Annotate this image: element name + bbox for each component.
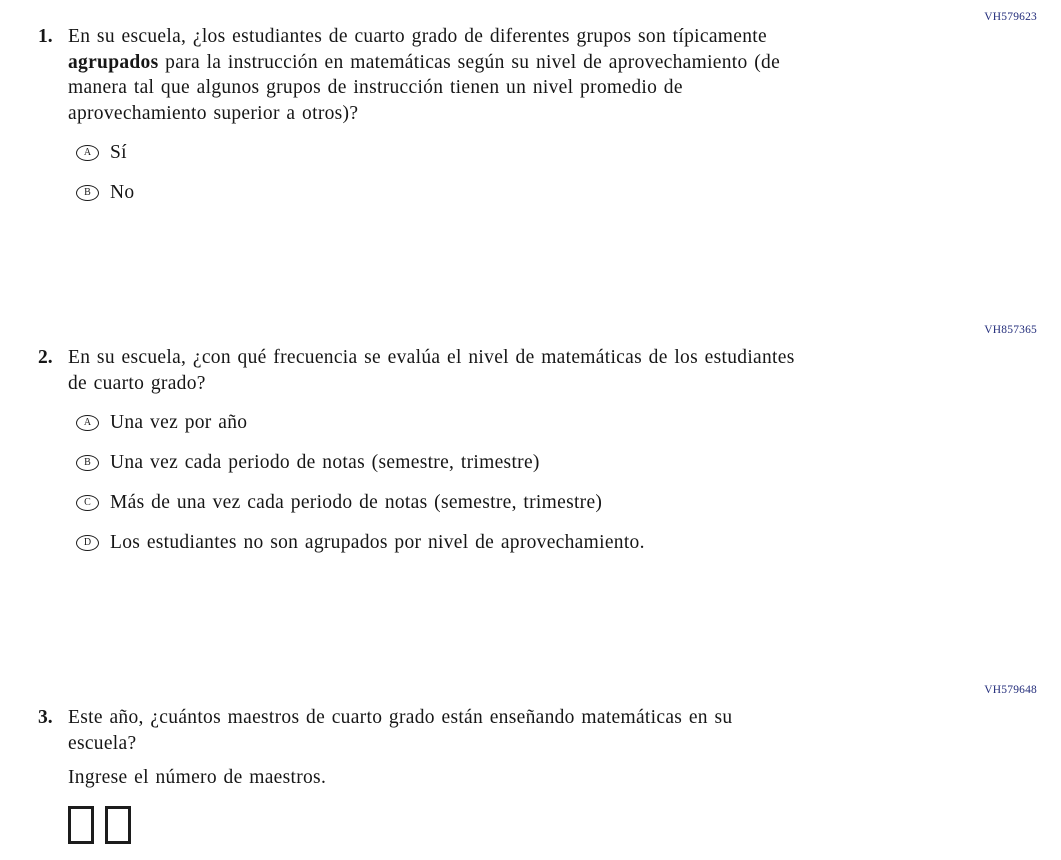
option-b-letter: B [84, 187, 91, 198]
question-3-line-2: escuela? [68, 732, 137, 754]
option-b-bubble-icon[interactable] [76, 185, 99, 201]
question-1-block [38, 10, 1037, 206]
question-1-bold-word: agrupados [68, 51, 159, 73]
option-d-letter: D [83, 537, 92, 548]
question-2-text [68, 345, 1037, 396]
q2-option-b[interactable] [76, 450, 1037, 476]
option-b-letter: B [84, 457, 91, 468]
option-c-letter: C [84, 497, 91, 508]
question-1-text [68, 24, 1037, 126]
option-a-bubble-icon[interactable] [76, 415, 99, 431]
q2-option-a-label: Una vez por año [110, 412, 248, 433]
question-2-number: 2. [38, 347, 53, 368]
q1-option-b[interactable] [76, 180, 1037, 206]
option-a-letter: A [83, 417, 92, 428]
option-a-bubble-icon[interactable] [76, 145, 99, 161]
q2-option-d-label: Los estudiantes no son agrupados por nivel de aprovechamiento. [110, 532, 645, 553]
option-c-bubble-icon[interactable] [76, 495, 99, 511]
question-1-line-2 [68, 50, 1037, 76]
question-3-entry-prompt: Ingrese el número de maestros. [68, 767, 327, 788]
digit-box-1[interactable] [68, 806, 94, 844]
question-2-options [76, 410, 1037, 556]
question-3-block [38, 683, 1037, 844]
item-code-1: VH579623 [984, 11, 1037, 23]
q2-option-b-label: Una vez cada periodo de notas (semestre, trimestre) [110, 452, 540, 473]
question-1-line-3: manera tal que algunos grupos de instrucción tienen un nivel promedio de [68, 77, 683, 98]
question-2-line-2: de cuarto grado? [68, 372, 206, 394]
question-2-line-1: En su escuela, ¿con qué frecuencia se evalúa el nivel de matemáticas de los estudiantes [68, 347, 795, 368]
item-code-2: VH857365 [984, 324, 1037, 336]
question-2-block [38, 323, 1037, 556]
q1-option-b-label: No [110, 182, 135, 203]
question-3-line-1: Este año, ¿cuántos maestros de cuarto grado están enseñando matemáticas en su [68, 707, 733, 728]
option-b-bubble-icon[interactable] [76, 455, 99, 471]
question-3-text [68, 705, 1037, 844]
q1-option-a[interactable] [76, 140, 1037, 166]
item-code-3: VH579648 [984, 684, 1037, 696]
q2-option-c-label: Más de una vez cada periodo de notas (semestre, trimestre) [110, 492, 603, 513]
teacher-count-entry [68, 806, 1037, 844]
question-3-number: 3. [38, 707, 53, 728]
question-1-number: 1. [38, 26, 53, 47]
question-1-line-2-rest: para la instrucción en matemáticas según su nivel de aprovechamiento (de [158, 51, 781, 73]
option-d-bubble-icon[interactable] [76, 535, 99, 551]
question-1-line-1: En su escuela, ¿los estudiantes de cuarto grado de diferentes grupos son típicamente [68, 26, 767, 47]
question-1-line-4: aprovechamiento superior a otros)? [68, 102, 359, 124]
question-1-options [76, 140, 1037, 206]
option-a-letter: A [83, 147, 92, 158]
digit-box-2[interactable] [105, 806, 131, 844]
q2-option-a[interactable] [76, 410, 1037, 436]
q2-option-d[interactable] [76, 530, 1037, 556]
q1-option-a-label: Sí [110, 142, 127, 163]
q2-option-c[interactable] [76, 490, 1037, 516]
